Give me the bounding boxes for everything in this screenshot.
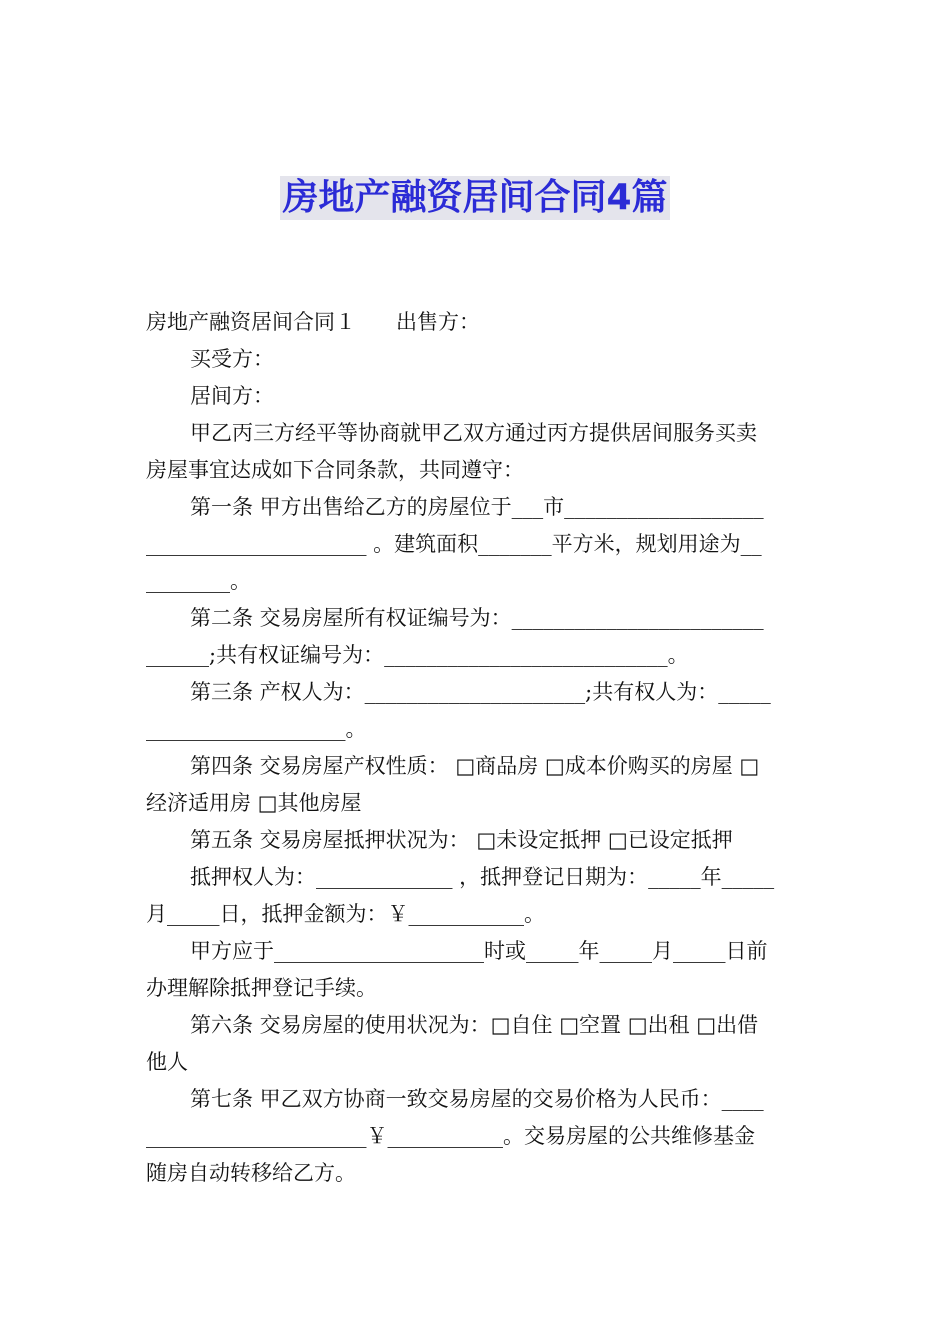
contract-heading: 房地产融资居间合同１ (146, 310, 356, 334)
article-7-line-1: 第七条 甲乙双方协商一致交易房屋的交易价格为人民币：____ (190, 1087, 764, 1111)
buyer-label: 买受方： (190, 347, 274, 371)
article-5-line-4: 甲方应于____________________时或_____年_____月_____日前 (190, 939, 768, 963)
seller-label: 出售方： (396, 310, 480, 334)
contract-body (146, 304, 806, 1192)
article-2-line-2: ______;共有权证编号为：___________________________。 (146, 643, 689, 667)
article-3-line-1: 第三条 产权人为：_____________________;共有权人为：_____ (190, 680, 771, 704)
intro-line-2: 房屋事宜达成如下合同条款，共同遵守： (146, 458, 524, 482)
article-5-line-3: 月_____日，抵押金额为：￥___________。 (146, 902, 545, 926)
article-2-line-1: 第二条 交易房屋所有权证编号为：________________________ (190, 606, 764, 630)
article-1-line-1: 第一条 甲方出售给乙方的房屋位于___市___________________ (190, 495, 764, 519)
article-1-line-3: ________。 (146, 569, 251, 593)
agent-label: 居间方： (190, 384, 274, 408)
contract-heading-line (146, 304, 806, 341)
article-7-line-3: 随房自动转移给乙方。 (146, 1161, 356, 1185)
article-5-line-1: 第五条 交易房屋抵押状况为： □未设定抵押 □已设定抵押 (190, 828, 733, 852)
article-7-line-2: _____________________￥___________。交易房屋的公共维修基金 (146, 1124, 755, 1148)
article-5-line-2: 抵押权人为：_____________ ，抵押登记日期为：_____年_____ (190, 865, 775, 889)
article-3-line-2: ___________________。 (146, 717, 367, 741)
intro-line-1: 甲乙丙三方经平等协商就甲乙双方通过丙方提供居间服务买卖 (190, 421, 757, 445)
article-5-line-5: 办理解除抵押登记手续。 (146, 976, 377, 1000)
article-4-line-2: 经济适用房 □其他房屋 (146, 791, 362, 815)
article-4-line-1: 第四条 交易房屋产权性质： □商品房 □成本价购买的房屋 □ (190, 754, 760, 778)
document-title: 房地产融资居间合同4篇 (282, 177, 668, 218)
document-title-wrap (0, 176, 950, 220)
article-1-line-2: _____________________ 。建筑面积_______平方米，规划用途为__ (146, 532, 762, 556)
article-6-line-1: 第六条 交易房屋的使用状况为：□自住 □空置 □出租 □出借 (190, 1013, 759, 1037)
article-6-line-2: 他人 (146, 1050, 188, 1074)
